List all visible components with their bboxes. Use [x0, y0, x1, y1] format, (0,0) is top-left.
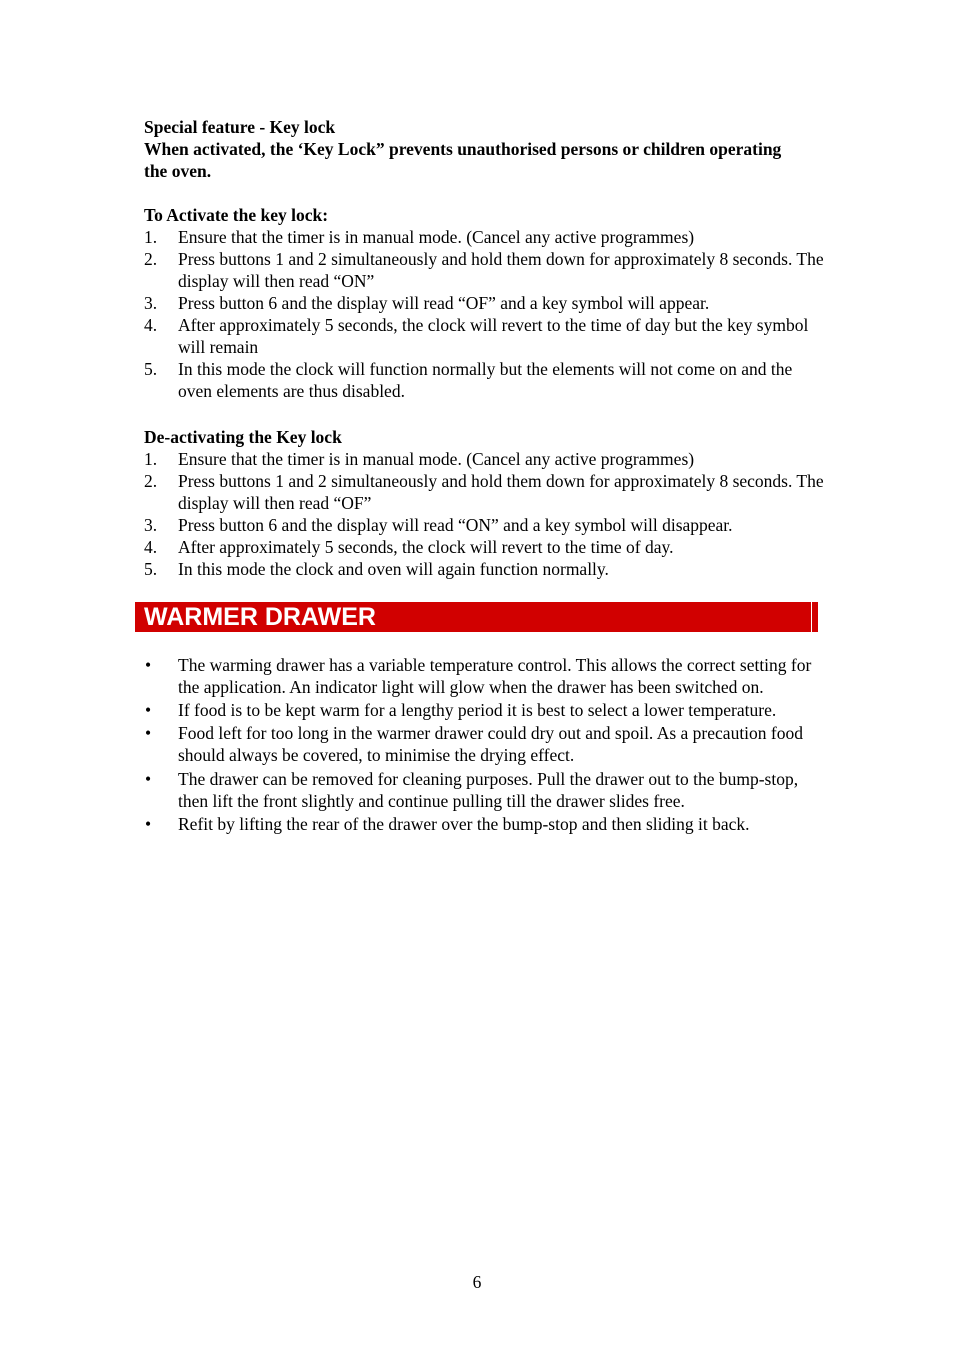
- bullet-item: [144, 768, 824, 812]
- activate-step: [144, 358, 824, 402]
- step-text: Press button 6 and the display will read “OF” and a key symbol will appear.: [178, 293, 710, 313]
- warmer-drawer-bullet-list: [144, 654, 824, 835]
- step-number: 3.: [144, 293, 158, 313]
- step-text: Ensure that the timer is in manual mode. (Cancel any active programmes): [178, 449, 695, 469]
- step-number: 2.: [144, 471, 158, 491]
- bullet-text: Food left for too long in the warmer drawer could dry out and spoil. As a precaution food should always be covered, to minimise the drying effect.: [178, 723, 803, 766]
- step-text: In this mode the clock and oven will again function normally.: [178, 559, 609, 579]
- activate-steps-list: [144, 226, 824, 402]
- warmer-drawer-heading-bar: [135, 602, 818, 632]
- step-number: 3.: [144, 515, 158, 535]
- step-number: 5.: [144, 559, 158, 579]
- heading-bar-divider: [811, 602, 812, 632]
- step-number: 1.: [144, 449, 158, 469]
- bullet-icon: •: [145, 700, 152, 721]
- step-text: In this mode the clock will function normally but the elements will not come on and the oven elements are thus disabled.: [178, 359, 793, 401]
- step-text: After approximately 5 seconds, the clock will revert to the time of day but the key symbol will remain: [178, 315, 809, 357]
- warmer-drawer-section: [144, 654, 824, 836]
- bullet-icon: •: [145, 768, 152, 789]
- deactivate-steps-list: [144, 448, 824, 580]
- page-number: 6: [472, 1272, 482, 1292]
- step-text: Ensure that the timer is in manual mode. (Cancel any active programmes): [178, 227, 695, 247]
- bullet-icon: •: [145, 655, 152, 675]
- bullet-text: The warming drawer has a variable temperature control. This allows the correct setting for the application. An indicator light will glow when the drawer has been switched on.: [178, 655, 812, 697]
- deactivate-step: [144, 448, 824, 470]
- bullet-item: [144, 722, 824, 766]
- bullet-item: [144, 654, 824, 698]
- deactivate-step: [144, 470, 824, 514]
- step-number: 2.: [144, 249, 158, 269]
- activate-section: [144, 204, 824, 402]
- step-number: 5.: [144, 359, 158, 379]
- activate-heading: To Activate the key lock:: [144, 205, 329, 225]
- key-lock-heading: Special feature - Key lock: [144, 117, 336, 137]
- bullet-text: Refit by lifting the rear of the drawer over the bump-stop and then sliding it back.: [178, 813, 750, 834]
- deactivate-step: [144, 536, 824, 558]
- step-number: 1.: [144, 227, 158, 247]
- step-text: Press button 6 and the display will read “ON” and a key symbol will disappear.: [178, 515, 733, 535]
- key-lock-intro: When activated, the ‘Key Lock” prevents unauthorised persons or children operating the oven.: [144, 139, 782, 181]
- activate-step: [144, 248, 824, 292]
- deactivate-step: [144, 558, 824, 580]
- activate-step: [144, 226, 824, 248]
- bullet-icon: •: [145, 723, 152, 744]
- bullet-text: The drawer can be removed for cleaning purposes. Pull the drawer out to the bump-stop, then lift the front slightly and continue pulling till the drawer slides free.: [178, 768, 799, 811]
- bullet-text: If food is to be kept warm for a lengthy period it is best to select a lower temperature.: [178, 700, 777, 721]
- deactivate-heading: De-activating the Key lock: [144, 427, 342, 447]
- warmer-drawer-title: WARMER DRAWER: [144, 603, 376, 631]
- bullet-item: [144, 813, 824, 835]
- deactivate-step: [144, 514, 824, 536]
- bullet-icon: •: [145, 813, 152, 834]
- deactivate-section: [144, 426, 824, 580]
- step-number: 4.: [144, 537, 158, 557]
- activate-step: [144, 292, 824, 314]
- activate-step: [144, 314, 824, 358]
- step-text: Press buttons 1 and 2 simultaneously and hold them down for approximately 8 seconds. The display will then read “ON”: [178, 249, 824, 291]
- step-text: Press buttons 1 and 2 simultaneously and hold them down for approximately 8 seconds. The display will then read “OF”: [178, 471, 824, 513]
- step-text: After approximately 5 seconds, the clock will revert to the time of day.: [178, 537, 674, 557]
- step-number: 4.: [144, 315, 158, 335]
- bullet-item: [144, 699, 824, 721]
- key-lock-section: [144, 116, 824, 182]
